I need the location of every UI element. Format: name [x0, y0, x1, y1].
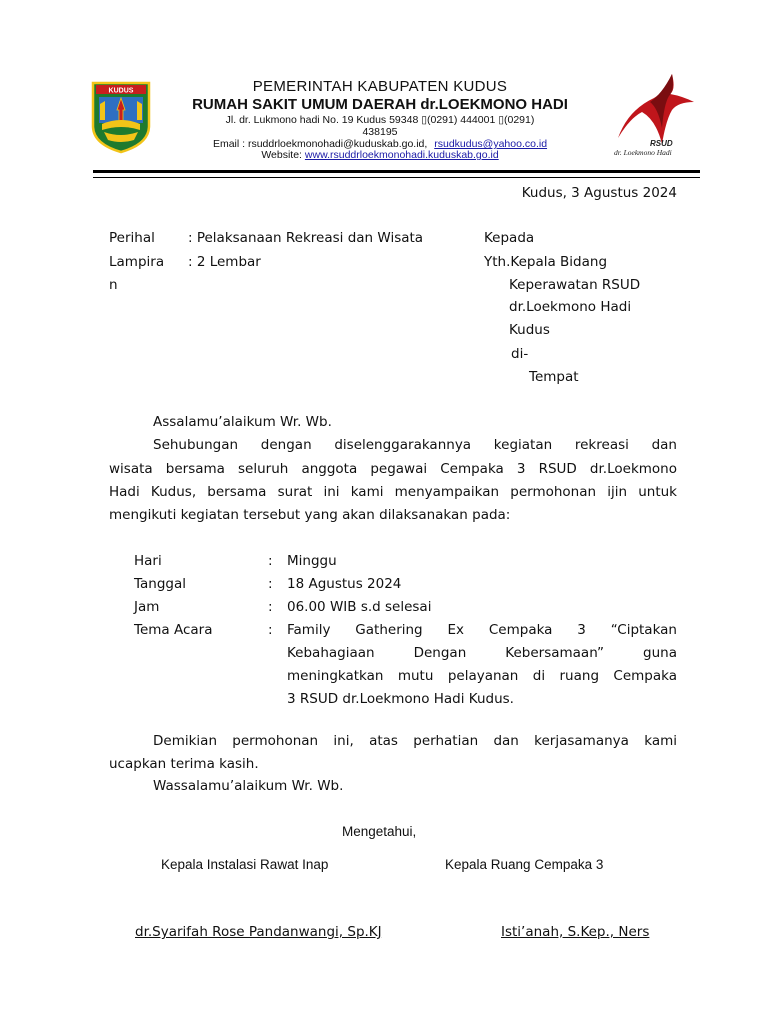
kop-address: Jl. dr. Lukmono hadi No. 19 Kudus 59348 ▯(0291) 444001 ▯(0291) [225, 114, 535, 126]
paragraph-1-line-4: mengikuti kegiatan tersebut yang akan dilaksanakan pada: [109, 507, 511, 523]
closing-line-1: Demikian permohonan ini, atas perhatian dan kerjasamanya kami [153, 733, 677, 749]
detail-jam-sep: : [268, 599, 273, 615]
lampiran-value: : 2 Lembar [188, 254, 261, 270]
recipient-line-2: Keperawatan RSUD [509, 277, 641, 293]
detail-tema-cont-1: Kebahagiaan Dengan Kebersamaan” guna [287, 645, 677, 661]
greeting: Assalamu’alaikum Wr. Wb. [153, 414, 332, 430]
header-rule-thick [93, 170, 700, 173]
lampiran-label: Lampira [109, 254, 165, 270]
rsud-logo-subtext: dr. Loekmono Hadi [614, 148, 672, 157]
recipient-kepada: Kepada [484, 230, 535, 246]
recipient-line-5: di- [511, 346, 529, 362]
detail-hari-sep: : [268, 553, 273, 569]
lampiran-label-wrap: n [109, 277, 118, 293]
detail-tema-sep: : [268, 622, 273, 638]
recipient-line-6: Tempat [529, 369, 579, 385]
signature-right-title: Kepala Ruang Cempaka 3 [445, 857, 604, 872]
kop-email-prefix: Email : rsuddrloekmonohadi@kuduskab.go.id, [212, 138, 428, 150]
rsud-logo [612, 72, 700, 160]
mengetahui-label: Mengetahui, [342, 824, 417, 839]
kop-hospital-name: RUMAH SAKIT UMUM DAERAH dr.LOEKMONO HADI [192, 96, 568, 113]
kop-address-cont: 438195 [362, 126, 398, 138]
kop-government-name: PEMERINTAH KABUPATEN KUDUS [252, 78, 508, 95]
letter-date: Kudus, 3 Agustus 2024 [521, 185, 677, 201]
kudus-crest-logo [90, 80, 152, 154]
recipient-line-3: dr.Loekmono Hadi [509, 299, 632, 315]
detail-tema-cont-2: meningkatkan mutu pelayanan di ruang Cempaka [287, 668, 677, 684]
kop-email-link[interactable]: rsudkudus@yahoo.co.id [434, 138, 548, 150]
detail-tema-label: Tema Acara [134, 622, 213, 638]
recipient-line-4: Kudus [509, 322, 550, 338]
detail-tema-cont-3: 3 RSUD dr.Loekmono Hadi Kudus. [287, 691, 514, 707]
kop-website-prefix: Website: [261, 149, 302, 161]
svg-text:KUDUS: KUDUS [108, 87, 134, 95]
detail-tema-value: Family Gathering Ex Cempaka 3 “Ciptakan [287, 622, 677, 638]
kop-website-link[interactable]: www.rsuddrloekmonohadi.kuduskab.go.id [304, 149, 499, 161]
signature-left-title: Kepala Instalasi Rawat Inap [161, 857, 329, 872]
farewell: Wassalamu’alaikum Wr. Wb. [153, 778, 344, 794]
detail-tanggal-sep: : [268, 576, 273, 592]
signature-left-name: dr.Syarifah Rose Pandanwangi, Sp.KJ [135, 924, 382, 940]
detail-hari-value: Minggu [287, 553, 337, 569]
detail-jam-label: Jam [134, 599, 160, 615]
recipient-line-1: Yth.Kepala Bidang [484, 254, 608, 270]
perihal-label: Perihal [109, 230, 155, 246]
paragraph-1-line-2: wisata bersama seluruh anggota pegawai Cempaka 3 RSUD dr.Loekmono [109, 461, 677, 477]
detail-tanggal-label: Tanggal [134, 576, 187, 592]
perihal-value: : Pelaksanaan Rekreasi dan Wisata [188, 230, 424, 246]
detail-hari-label: Hari [134, 553, 162, 569]
detail-tanggal-value: 18 Agustus 2024 [287, 576, 402, 592]
paragraph-1-line-1: Sehubungan dengan diselenggarakannya kegiatan rekreasi dan [153, 437, 677, 453]
header-rule-thin [93, 177, 700, 178]
kop-website-line [150, 149, 610, 161]
signature-right-name: Isti’anah, S.Kep., Ners [501, 924, 650, 940]
paragraph-1-line-3: Hadi Kudus, bersama surat ini kami menyampaikan permohonan ijin untuk [109, 484, 677, 500]
closing-line-2: ucapkan terima kasih. [109, 756, 259, 772]
detail-jam-value: 06.00 WIB s.d selesai [287, 599, 432, 615]
rsud-logo-text: RSUD [650, 139, 673, 148]
